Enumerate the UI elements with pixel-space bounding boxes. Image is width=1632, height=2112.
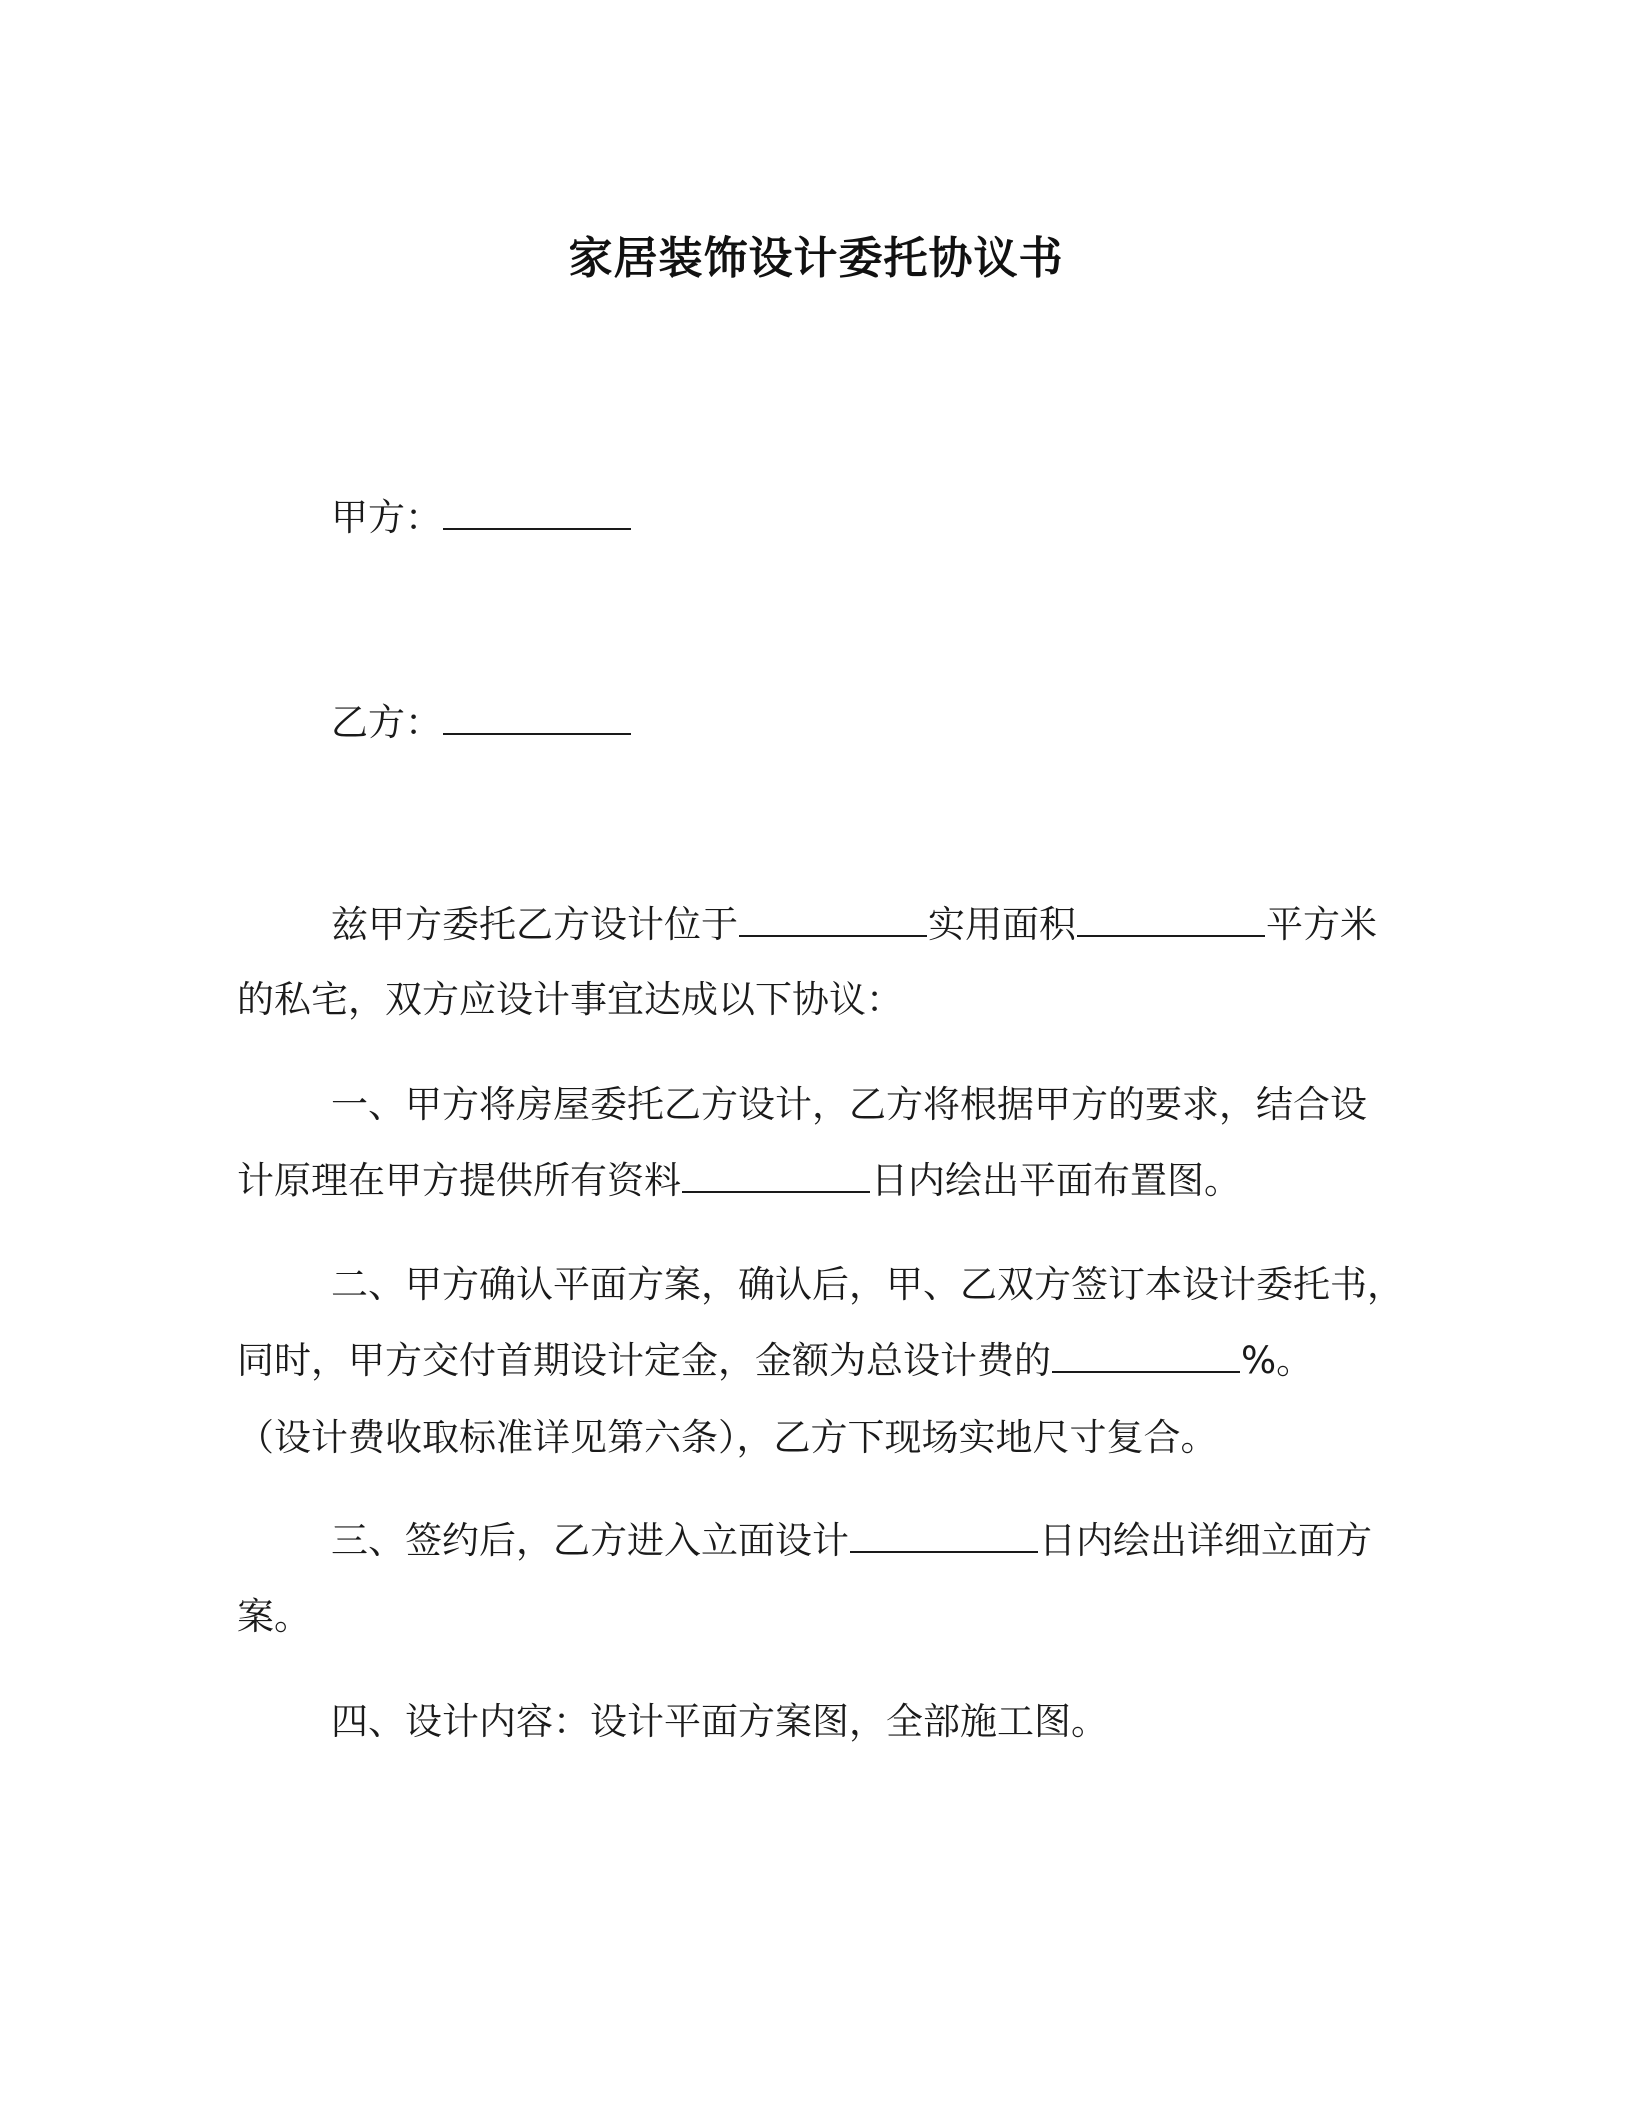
deposit-percent-blank[interactable] [1052, 1341, 1240, 1373]
clause-3-line-1 [331, 1515, 1372, 1567]
clause-2-text-4: （设计费收取标准详见第六条），乙方下现场实地尺寸复合。 [237, 1416, 1218, 1459]
area-blank[interactable] [1077, 905, 1265, 937]
document-title: 家居装饰设计委托协议书 [568, 233, 1064, 284]
clause-1-text-2: 计原理在甲方提供所有资料 [237, 1159, 681, 1202]
clause-3-text-3: 案。 [237, 1595, 311, 1638]
location-blank[interactable] [739, 905, 927, 937]
clause-3-text-2: 日内绘出详细立面方 [1039, 1519, 1372, 1562]
party-a-label: 甲方： [331, 496, 442, 539]
party-a-blank[interactable] [443, 498, 631, 530]
clause-4-text-1: 四、设计内容：设计平面方案图，全部施工图。 [331, 1700, 1108, 1743]
intro-text-2: 实用面积 [928, 903, 1076, 946]
intro-text-3: 平方米 [1266, 903, 1377, 946]
party-b-line [331, 697, 632, 749]
intro-text-4: 的私宅，双方应设计事宜达成以下协议： [237, 978, 903, 1021]
clause-4-line-1 [331, 1696, 1108, 1748]
party-b-label: 乙方： [331, 701, 442, 744]
clause-1-line-1 [331, 1079, 1367, 1131]
intro-text-1: 兹甲方委托乙方设计位于 [331, 903, 738, 946]
clause-1-text-1: 一、甲方将房屋委托乙方设计，乙方将根据甲方的要求，结合设 [331, 1083, 1367, 1126]
clause-2-text-3: %。 [1241, 1339, 1314, 1382]
intro-line-1 [331, 899, 1377, 951]
clause-1-line-2 [237, 1155, 1241, 1207]
clause-2-line-3 [237, 1412, 1218, 1464]
clause-2-text-1: 二、甲方确认平面方案，确认后，甲、乙双方签订本设计委托书， [331, 1263, 1404, 1306]
party-b-blank[interactable] [443, 703, 631, 735]
party-a-line [331, 492, 632, 544]
materials-days-blank[interactable] [682, 1161, 870, 1193]
clause-2-line-2 [237, 1335, 1313, 1387]
clause-3-line-2 [237, 1591, 311, 1643]
clause-3-text-1: 三、签约后，乙方进入立面设计 [331, 1519, 849, 1562]
clause-2-text-2: 同时，甲方交付首期设计定金，金额为总设计费的 [237, 1339, 1051, 1382]
intro-line-2 [237, 974, 903, 1026]
clause-1-text-3: 日内绘出平面布置图。 [871, 1159, 1241, 1202]
clause-2-line-1 [331, 1259, 1404, 1311]
elevation-days-blank[interactable] [850, 1521, 1038, 1553]
